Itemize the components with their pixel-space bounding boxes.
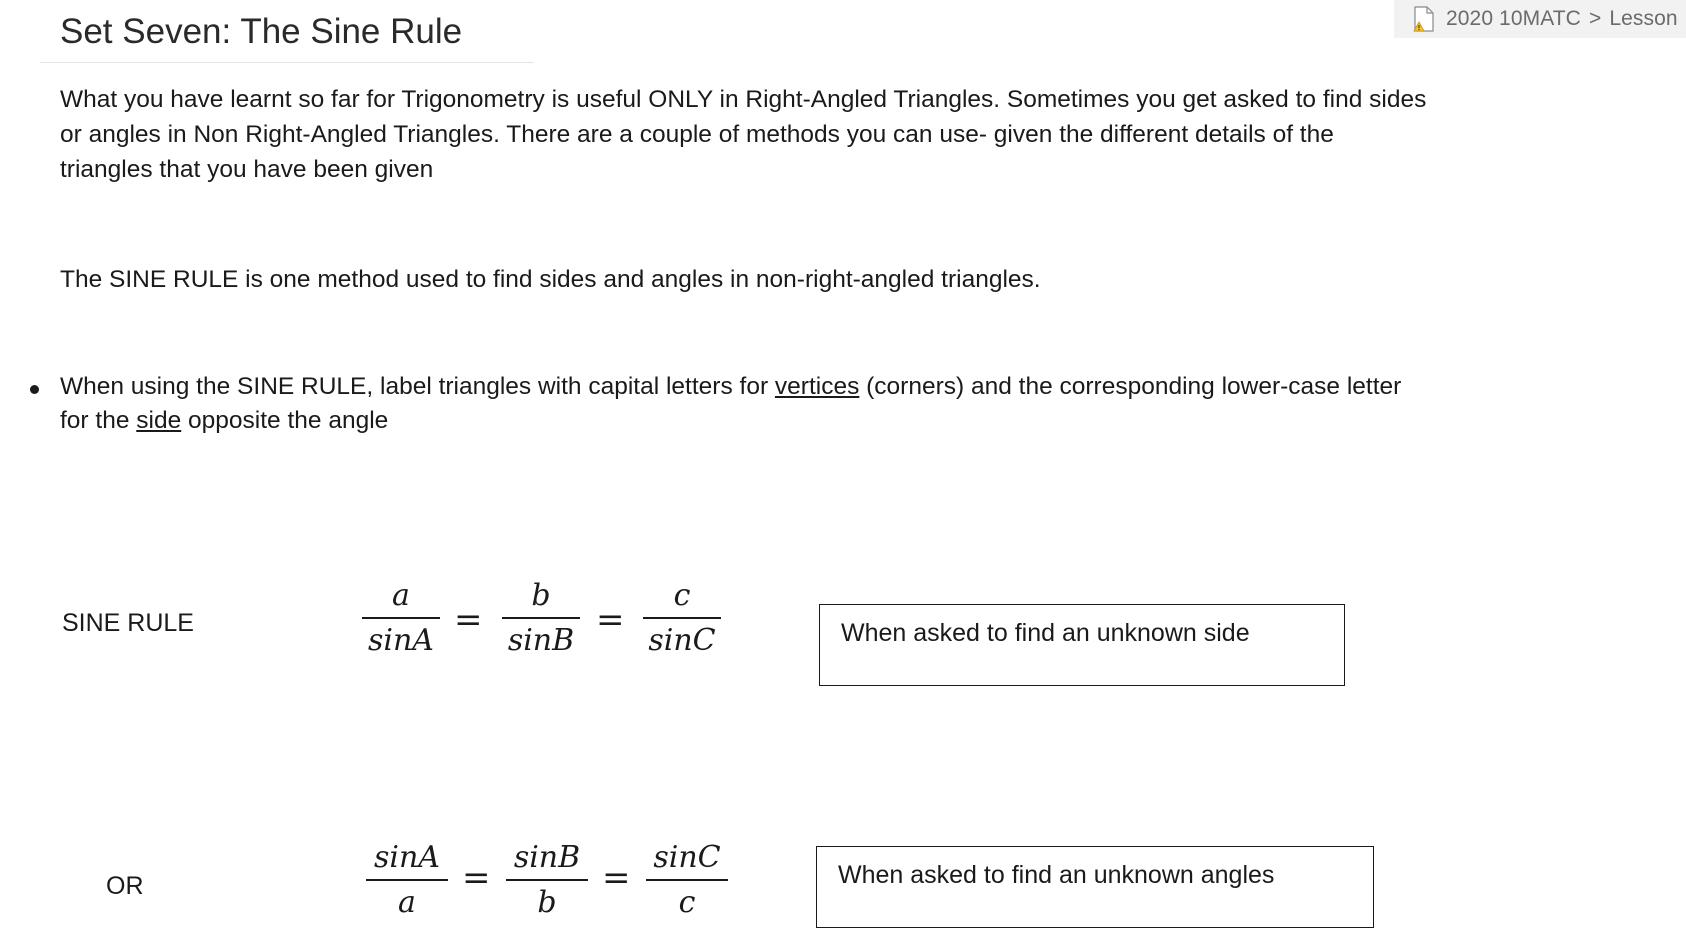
equals-sign: = bbox=[602, 858, 631, 898]
title-divider bbox=[40, 62, 534, 63]
bullet-text bbox=[60, 370, 1430, 438]
breadcrumb-section[interactable]: Lesson bbox=[1609, 7, 1678, 30]
bullet-text-part1: When using the SINE RULE, label triangles with capital letters for bbox=[60, 373, 775, 400]
fraction-numerator: sinB bbox=[513, 840, 581, 875]
fraction-numerator: sinA bbox=[374, 840, 440, 875]
fraction-bar bbox=[502, 617, 580, 619]
fraction-bar bbox=[362, 617, 440, 619]
fraction-denominator: a bbox=[398, 885, 416, 920]
fraction-numerator: sinC bbox=[653, 840, 721, 875]
fraction-denominator: c bbox=[678, 885, 696, 920]
bullet-icon bbox=[30, 385, 39, 394]
breadcrumb-course[interactable]: 2020 10MATC bbox=[1446, 7, 1581, 30]
fraction-bar bbox=[506, 879, 588, 881]
equals-sign: = bbox=[454, 600, 483, 640]
sine-rule-label: SINE RULE bbox=[62, 609, 194, 637]
side-term: side bbox=[136, 407, 182, 434]
fraction-bar bbox=[643, 617, 721, 619]
bullet-text-part2: (corners) and the corresponding lower-case letter for the bbox=[60, 373, 1402, 434]
equals-sign: = bbox=[596, 600, 625, 640]
equals-sign: = bbox=[462, 858, 491, 898]
fraction-b-over-sinB bbox=[502, 578, 580, 659]
unknown-side-note: When asked to find an unknown side bbox=[819, 604, 1345, 686]
fraction-numerator: c bbox=[673, 578, 691, 613]
or-label: OR bbox=[106, 872, 144, 900]
fraction-sinC-over-c bbox=[646, 840, 728, 921]
fraction-numerator: b bbox=[531, 578, 551, 613]
fraction-sinB-over-b bbox=[506, 840, 588, 921]
sine-rule-definition: The SINE RULE is one method used to find sides and angles in non-right-angled triangles. bbox=[60, 266, 1041, 293]
unknown-angle-note: When asked to find an unknown angles bbox=[816, 846, 1374, 928]
fraction-sinA-over-a bbox=[366, 840, 448, 921]
breadcrumb[interactable] bbox=[1394, 0, 1686, 38]
fraction-numerator: a bbox=[392, 578, 410, 613]
bullet-text-part3: opposite the angle bbox=[181, 407, 389, 434]
fraction-bar bbox=[646, 879, 728, 881]
vertices-term: vertices bbox=[774, 373, 860, 400]
fraction-denominator: sinA bbox=[368, 623, 434, 658]
intro-paragraph: What you have learnt so far for Trigonometry is useful ONLY in Right-Angled Triangles. Sometimes you get asked to find sides or angles in Non Right-Angled Triangles. There are a couple of methods you can use- given the different details of the triangles that you have been given bbox=[60, 86, 1427, 183]
fraction-denominator: sinC bbox=[648, 623, 716, 658]
page-title: Set Seven: The Sine Rule bbox=[60, 12, 463, 51]
document-warning-icon bbox=[1412, 6, 1434, 32]
fraction-a-over-sinA bbox=[362, 578, 440, 659]
fraction-denominator: b bbox=[537, 885, 557, 920]
breadcrumb-separator: > bbox=[1588, 7, 1602, 30]
fraction-bar bbox=[366, 879, 448, 881]
fraction-denominator: sinB bbox=[507, 623, 575, 658]
fraction-c-over-sinC bbox=[643, 578, 721, 659]
